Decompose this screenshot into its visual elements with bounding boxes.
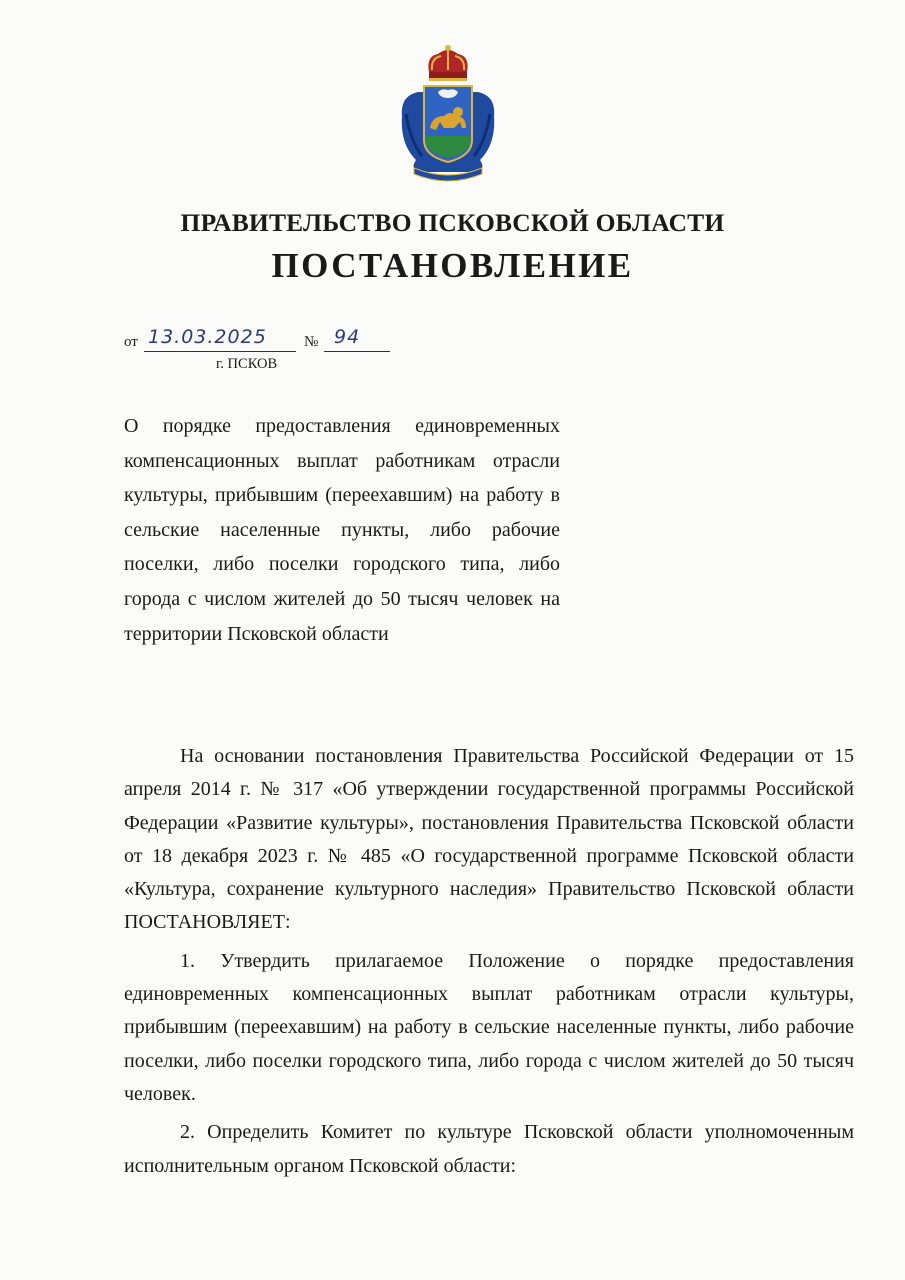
document-subject: О порядке предоставления единовременных компенсационных выплат работникам отрасли культуры, прибывшим (переехавшим) на работу в сельские населенные пункты, либо рабочие поселки, либо поселки городского типа, либо города с числом жителей до 50 тысяч человек на территории Псковской области (124, 415, 560, 645)
government-title: ПРАВИТЕЛЬСТВО ПСКОВСКОЙ ОБЛАСТИ (180, 208, 725, 237)
number-label: № (304, 334, 319, 350)
number-underline (324, 351, 390, 352)
preamble-paragraph: На основании постановления Правительства Российской Федерации от 15 апреля 2014 г. № 317 «Об утверждении государственной программы Российской Федерации «Развитие культуры», постановления Правительства Псковской области от 18 декабря 2023 г. № 485 «О государственной программе Псковской области «Культура, сохранение культурного наследия» Правительство Псковской области ПОСТАНОВЛЯЕТ: (124, 745, 854, 934)
city-label: г. ПСКОВ (216, 356, 278, 372)
date-label: от (124, 334, 138, 350)
item-2-paragraph: 2. Определить Комитет по культуре Псковской области уполномоченным исполнительным органом Псковской области: (124, 1121, 854, 1177)
number-value: 94 (334, 326, 361, 348)
date-underline (144, 351, 296, 352)
date-value: 13.03.2025 (148, 326, 267, 348)
item-1-paragraph: 1. Утвердить прилагаемое Положение о порядке предоставления единовременных компенсационных выплат работникам отрасли культуры, прибывшим (переехавшим) на работу в сельские населенные пункты, либо рабочие поселки, либо поселки городского типа, либо города с числом жителей до 50 тысяч человек. (124, 949, 854, 1105)
coat-of-arms-pskov-region-icon (396, 44, 500, 186)
crown-icon (428, 45, 467, 81)
document-type-title: ПОСТАНОВЛЕНИЕ (271, 246, 634, 285)
document-body (124, 740, 854, 1183)
